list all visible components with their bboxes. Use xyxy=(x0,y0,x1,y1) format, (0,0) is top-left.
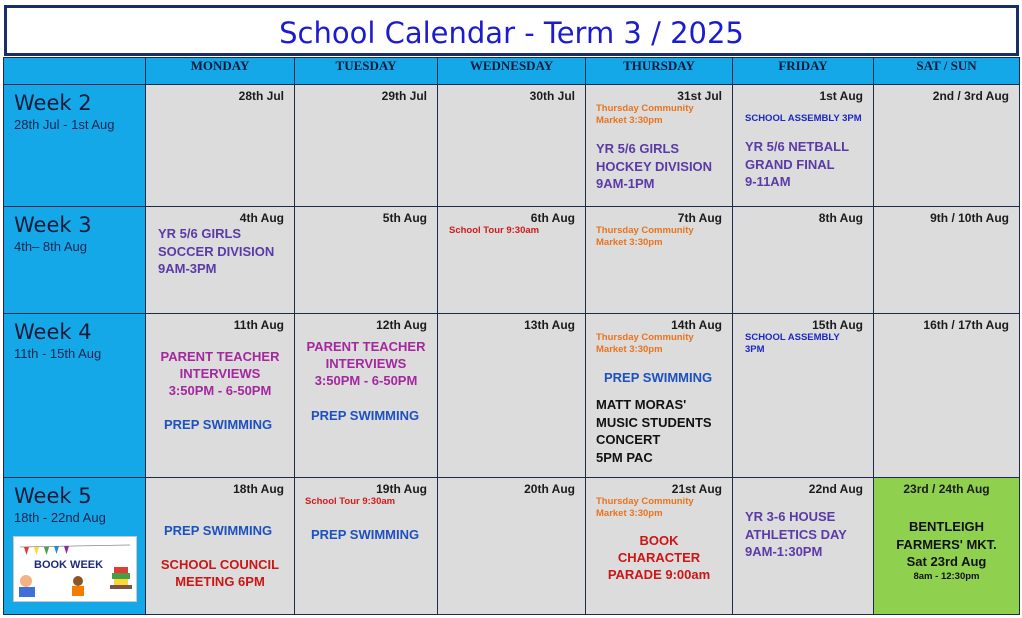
day-cell xyxy=(874,314,1020,478)
event-interviews xyxy=(146,348,294,399)
event-line: Market 3:30pm xyxy=(596,344,663,355)
week-range: 28th Jul - 1st Aug xyxy=(14,117,115,132)
date-label: 22nd Aug xyxy=(808,482,863,496)
event-farmers-time: 8am - 12:30pm xyxy=(913,570,980,582)
week-label-cell xyxy=(4,85,146,207)
day-cell xyxy=(874,85,1020,207)
event-line: Thursday Community xyxy=(596,332,694,343)
event-soccer xyxy=(158,225,294,278)
date-label: 11th Aug xyxy=(233,318,284,332)
week-title: Week 4 xyxy=(14,320,92,344)
event-line: 3PM xyxy=(745,344,765,355)
day-cell xyxy=(438,314,586,478)
week-range: 18th - 22nd Aug xyxy=(14,510,106,525)
week-label-cell xyxy=(4,314,146,478)
event-swimming: PREP SWIMMING xyxy=(164,417,273,432)
day-cell xyxy=(438,478,586,615)
event-line: Sat 23rd Aug xyxy=(906,554,987,569)
date-label: 19th Aug xyxy=(376,482,427,496)
day-cell xyxy=(146,207,295,314)
event-book-parade xyxy=(586,532,732,583)
book-week-label: BOOK WEEK xyxy=(34,559,104,571)
event-line: BENTLEIGH xyxy=(908,519,985,534)
date-label: 13th Aug xyxy=(524,318,575,332)
event-line: HOCKEY DIVISION xyxy=(596,158,713,174)
day-cell xyxy=(586,207,733,314)
day-cell xyxy=(733,207,874,314)
event-market xyxy=(596,225,732,249)
event-line: YR 5/6 GIRLS xyxy=(158,226,242,241)
event-line: 3:50PM - 6-50PM xyxy=(168,383,272,398)
event-interviews xyxy=(295,338,437,389)
day-cell xyxy=(874,207,1020,314)
event-line: Market 3:30pm xyxy=(596,115,663,126)
event-line: INTERVIEWS xyxy=(325,356,407,371)
date-label: 5th Aug xyxy=(382,211,427,225)
date-label: 16th / 17th Aug xyxy=(923,318,1009,332)
day-header-thursday: THURSDAY xyxy=(586,58,733,85)
day-cell xyxy=(733,85,874,207)
event-school-tour: School Tour 9:30am xyxy=(449,225,540,236)
event-market xyxy=(596,103,732,127)
day-cell xyxy=(295,207,438,314)
date-label: 8th Aug xyxy=(818,211,863,225)
event-line: YR 5/6 GIRLS xyxy=(596,141,680,156)
event-line: Thursday Community xyxy=(596,225,694,236)
event-line: Thursday Community xyxy=(596,496,694,507)
event-line: Thursday Community xyxy=(596,103,694,114)
calendar-grid xyxy=(3,57,1020,615)
event-swimming: PREP SWIMMING xyxy=(604,370,713,385)
event-line: SOCCER DIVISION xyxy=(158,243,275,259)
date-label: 18th Aug xyxy=(233,482,284,496)
date-label: 1st Aug xyxy=(819,89,863,103)
date-label: 29th Jul xyxy=(381,89,427,103)
day-cell xyxy=(586,85,733,207)
calendar-title-box xyxy=(4,5,1019,56)
day-cell xyxy=(295,85,438,207)
event-line: 9-11AM xyxy=(745,174,791,189)
event-line: MEETING 6PM xyxy=(175,574,265,589)
day-cell xyxy=(295,478,438,615)
event-line: FARMERS' MKT. xyxy=(896,536,997,552)
week-range: 4th– 8th Aug xyxy=(14,239,88,254)
event-line: PARADE 9:00am xyxy=(607,567,711,582)
day-header-wednesday: WEDNESDAY xyxy=(438,58,586,85)
day-cell xyxy=(438,207,586,314)
day-cell xyxy=(146,314,295,478)
week-range: 11th - 15th Aug xyxy=(14,346,102,361)
event-line: CONCERT xyxy=(596,432,661,447)
event-swimming: PREP SWIMMING xyxy=(311,527,420,542)
event-line: 9AM-1:30PM xyxy=(745,544,823,559)
day-cell xyxy=(733,314,874,478)
event-farmers-market xyxy=(874,518,1019,571)
date-label: 4th Aug xyxy=(239,211,284,225)
event-swimming: PREP SWIMMING xyxy=(311,408,420,423)
day-cell xyxy=(586,478,733,615)
event-market xyxy=(596,332,732,356)
week-title: Week 3 xyxy=(14,213,92,237)
day-header-tuesday: TUESDAY xyxy=(295,58,438,85)
event-line: MATT MORAS' xyxy=(596,397,687,412)
event-netball xyxy=(745,138,873,191)
event-swimming: PREP SWIMMING xyxy=(164,523,273,538)
event-line: ATHLETICS DAY xyxy=(745,526,847,542)
event-market xyxy=(596,496,732,520)
event-athletics xyxy=(745,508,873,561)
day-cell xyxy=(146,478,295,615)
event-line: YR 5/6 NETBALL xyxy=(745,139,850,154)
week-title: Week 2 xyxy=(14,91,92,115)
week-label-cell xyxy=(4,478,146,615)
date-label: 21st Aug xyxy=(671,482,722,496)
event-concert xyxy=(596,396,732,466)
date-label: 6th Aug xyxy=(530,211,575,225)
book-week-badge xyxy=(13,536,137,602)
event-school-tour: School Tour 9:30am xyxy=(305,496,396,507)
event-line: INTERVIEWS xyxy=(179,366,261,381)
calendar-title: School Calendar - Term 3 / 2025 xyxy=(279,16,744,50)
day-header-weekend: SAT / SUN xyxy=(874,58,1020,85)
event-line: SCHOOL COUNCIL xyxy=(160,557,280,572)
day-cell xyxy=(295,314,438,478)
event-line: 3:50PM - 6-50PM xyxy=(314,373,418,388)
date-label: 9th / 10th Aug xyxy=(930,211,1009,225)
day-header-monday: MONDAY xyxy=(146,58,295,85)
event-line: GRAND FINAL xyxy=(745,156,835,172)
event-line: 9AM-3PM xyxy=(158,261,217,276)
event-line: 5PM PAC xyxy=(596,449,653,465)
date-label: 20th Aug xyxy=(524,482,575,496)
event-line: MUSIC STUDENTS xyxy=(596,414,712,430)
event-line: BOOK xyxy=(639,533,679,548)
date-label: 14th Aug xyxy=(671,318,722,332)
event-school-council xyxy=(146,556,294,590)
event-line: CHARACTER xyxy=(617,550,701,565)
event-assembly xyxy=(745,332,873,356)
date-label: 30th Jul xyxy=(529,89,575,103)
date-label: 28th Jul xyxy=(238,89,284,103)
date-label: 31st Jul xyxy=(677,89,722,103)
date-label: 7th Aug xyxy=(677,211,722,225)
date-label: 15th Aug xyxy=(812,318,863,332)
day-cell xyxy=(146,85,295,207)
event-assembly: SCHOOL ASSEMBLY 3PM xyxy=(745,113,862,124)
day-cell xyxy=(733,478,874,615)
day-cell-highlight xyxy=(874,478,1020,615)
event-line: PARENT TEACHER xyxy=(160,349,280,364)
event-line: 9AM-1PM xyxy=(596,176,655,191)
event-line: YR 3-6 HOUSE xyxy=(745,509,836,524)
event-hockey xyxy=(596,140,732,193)
week-title: Week 5 xyxy=(14,484,92,508)
date-label: 2nd / 3rd Aug xyxy=(932,89,1009,103)
header-corner xyxy=(4,58,146,85)
date-label: 23rd / 24th Aug xyxy=(903,482,990,496)
day-cell xyxy=(586,314,733,478)
week-label-cell xyxy=(4,207,146,314)
event-line: PARENT TEACHER xyxy=(306,339,426,354)
day-cell xyxy=(438,85,586,207)
event-line: Market 3:30pm xyxy=(596,237,663,248)
date-label: 12th Aug xyxy=(376,318,427,332)
event-line: SCHOOL ASSEMBLY xyxy=(745,332,840,343)
day-header-friday: FRIDAY xyxy=(733,58,874,85)
event-line: Market 3:30pm xyxy=(596,508,663,519)
